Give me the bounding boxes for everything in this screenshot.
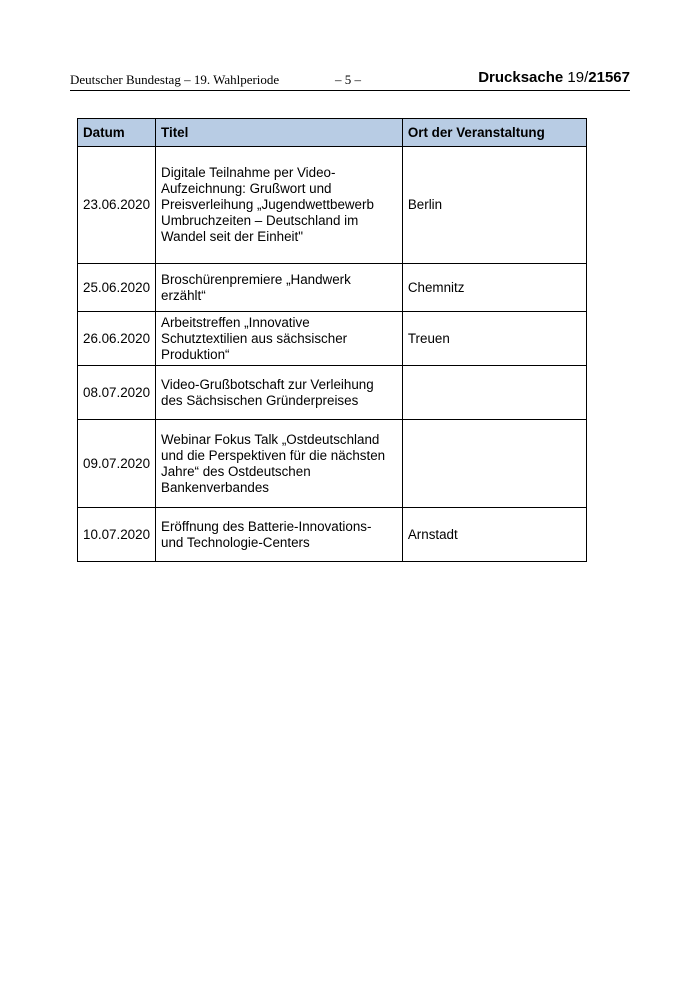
cell-titel: Digitale Teilnahme per Video-Aufzeichnung: Grußwort und Preisverleihung „Jugendwettbewerb Umbruchzeiten – Deutschland im Wandel seit der Einheit"	[156, 147, 403, 264]
document-number-value: 21567	[588, 69, 630, 86]
table-row	[78, 264, 587, 312]
page-header	[70, 68, 630, 91]
cell-titel: Eröffnung des Batterie-Innovations- und Technologie-Centers	[156, 508, 403, 562]
cell-titel: Broschürenpremiere „Handwerk erzählt“	[156, 264, 403, 312]
cell-datum: 25.06.2020	[78, 264, 156, 312]
table-header-row	[78, 119, 587, 147]
cell-ort	[402, 420, 586, 508]
cell-datum: 23.06.2020	[78, 147, 156, 264]
cell-ort: Treuen	[402, 312, 586, 366]
cell-datum: 09.07.2020	[78, 420, 156, 508]
page-number: – 5 –	[335, 72, 361, 87]
cell-ort: Chemnitz	[402, 264, 586, 312]
document-number-label: Drucksache	[478, 69, 564, 86]
table-row	[78, 420, 587, 508]
table-row	[78, 312, 587, 366]
events-table	[77, 118, 587, 562]
cell-titel: Webinar Fokus Talk „Ostdeutschland und die Perspektiven für die nächsten Jahre“ des Ostdeutschen Bankenverbandes	[156, 420, 403, 508]
column-header-titel: Titel	[156, 119, 403, 147]
cell-ort: Berlin	[402, 147, 586, 264]
cell-ort	[402, 366, 586, 420]
cell-datum: 08.07.2020	[78, 366, 156, 420]
document-number	[478, 69, 630, 86]
cell-datum: 10.07.2020	[78, 508, 156, 562]
column-header-datum: Datum	[78, 119, 156, 147]
header-publication: Deutscher Bundestag – 19. Wahlperiode	[70, 72, 280, 87]
table-row	[78, 147, 587, 264]
table-row	[78, 366, 587, 420]
column-header-ort: Ort der Veranstaltung	[402, 119, 586, 147]
cell-datum: 26.06.2020	[78, 312, 156, 366]
cell-titel: Arbeitstreffen „Innovative Schutztextilien aus sächsischer Produktion“	[156, 312, 403, 366]
document-number-prefix: 19/	[567, 69, 589, 86]
cell-titel: Video-Grußbotschaft zur Verleihung des Sächsischen Gründerpreises	[156, 366, 403, 420]
cell-ort: Arnstadt	[402, 508, 586, 562]
table-row	[78, 508, 587, 562]
